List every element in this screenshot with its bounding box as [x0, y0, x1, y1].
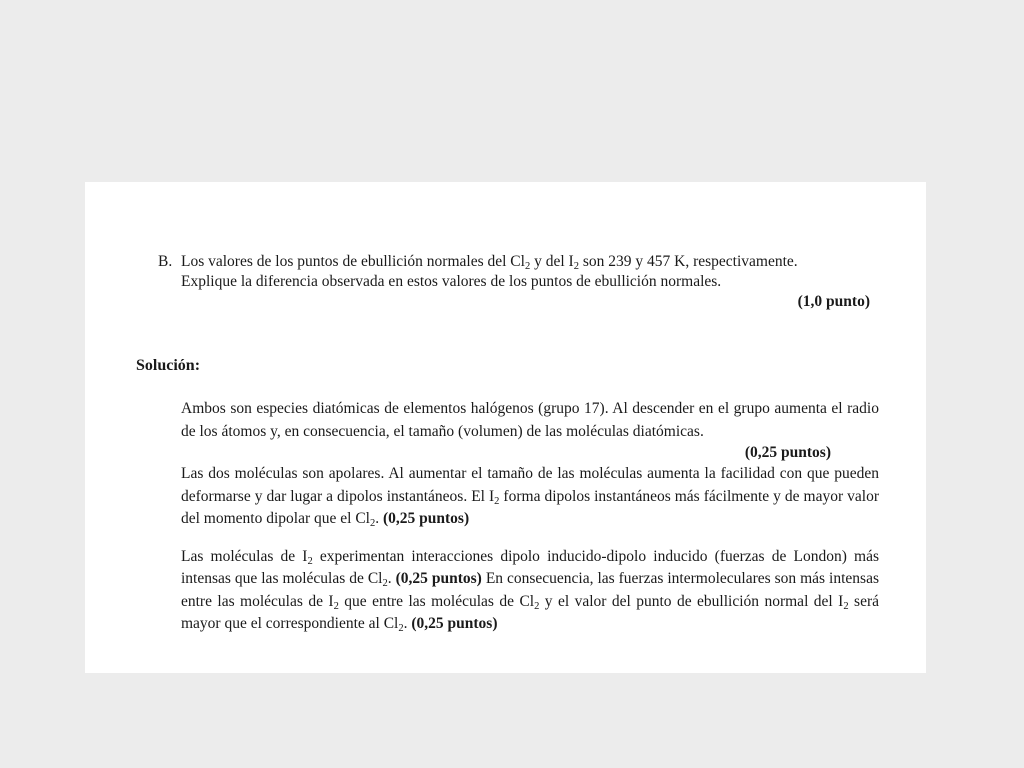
- question-letter: B.: [158, 253, 173, 270]
- document-page: [85, 182, 926, 673]
- paragraph-gap: [181, 531, 879, 546]
- question-line-1: Los valores de los puntos de ebullición normales del $Cl_2$ y del $I_2$ son 239 y 457 K, respectivamente.: [181, 253, 798, 273]
- solution-paragraph-2: Las dos moléculas son apolares. Al aumentar el tamaño de las moléculas aumenta la facilidad con que pueden deformarse y dar lugar a dipolos instantáneos. El $I_2$ forma dipolos instantáneos más fácilmente y de mayor valor del momento dipolar que el $Cl_2$. (0,25 puntos): [181, 465, 879, 530]
- solution-heading: Solución:: [136, 357, 201, 374]
- solution-paragraph-1: Ambos son especies diatómicas de elementos halógenos (grupo 17). Al descender en el grupo aumenta el radio de los átomos y, en consecuencia, el tamaño (volumen) de las moléculas diatómicas.: [181, 400, 879, 440]
- paragraph-3-points-a: (0,25 puntos): [395, 570, 482, 587]
- question-line-2: Explique la diferencia observada en estos valores de los puntos de ebullición normales.: [181, 273, 722, 290]
- solution-body: [181, 398, 879, 636]
- paragraph-2-points: (0,25 puntos): [383, 510, 470, 527]
- paragraph-3-points-b: (0,25 puntos): [411, 615, 498, 632]
- question-text: [181, 252, 880, 312]
- question-b: [158, 252, 880, 312]
- paragraph-1-points: (0,25 puntos): [744, 444, 831, 461]
- question-points: (1,0 punto): [797, 293, 870, 310]
- solution-paragraph-3: Las moléculas de $I_2$ experimentan interacciones dipolo inducido-dipolo inducido (fuerzas de London) más intensas que las moléculas de $Cl_2$. (0,25 puntos) En consecuencia, las fuerzas intermoleculares son más intensas entre las moléculas de $I_2$ que entre las moléculas de $Cl_2$ y el valor del punto de ebullición normal del $I_2$ será mayor que el correspondiente al $Cl_2$. (0,25 puntos): [181, 547, 879, 635]
